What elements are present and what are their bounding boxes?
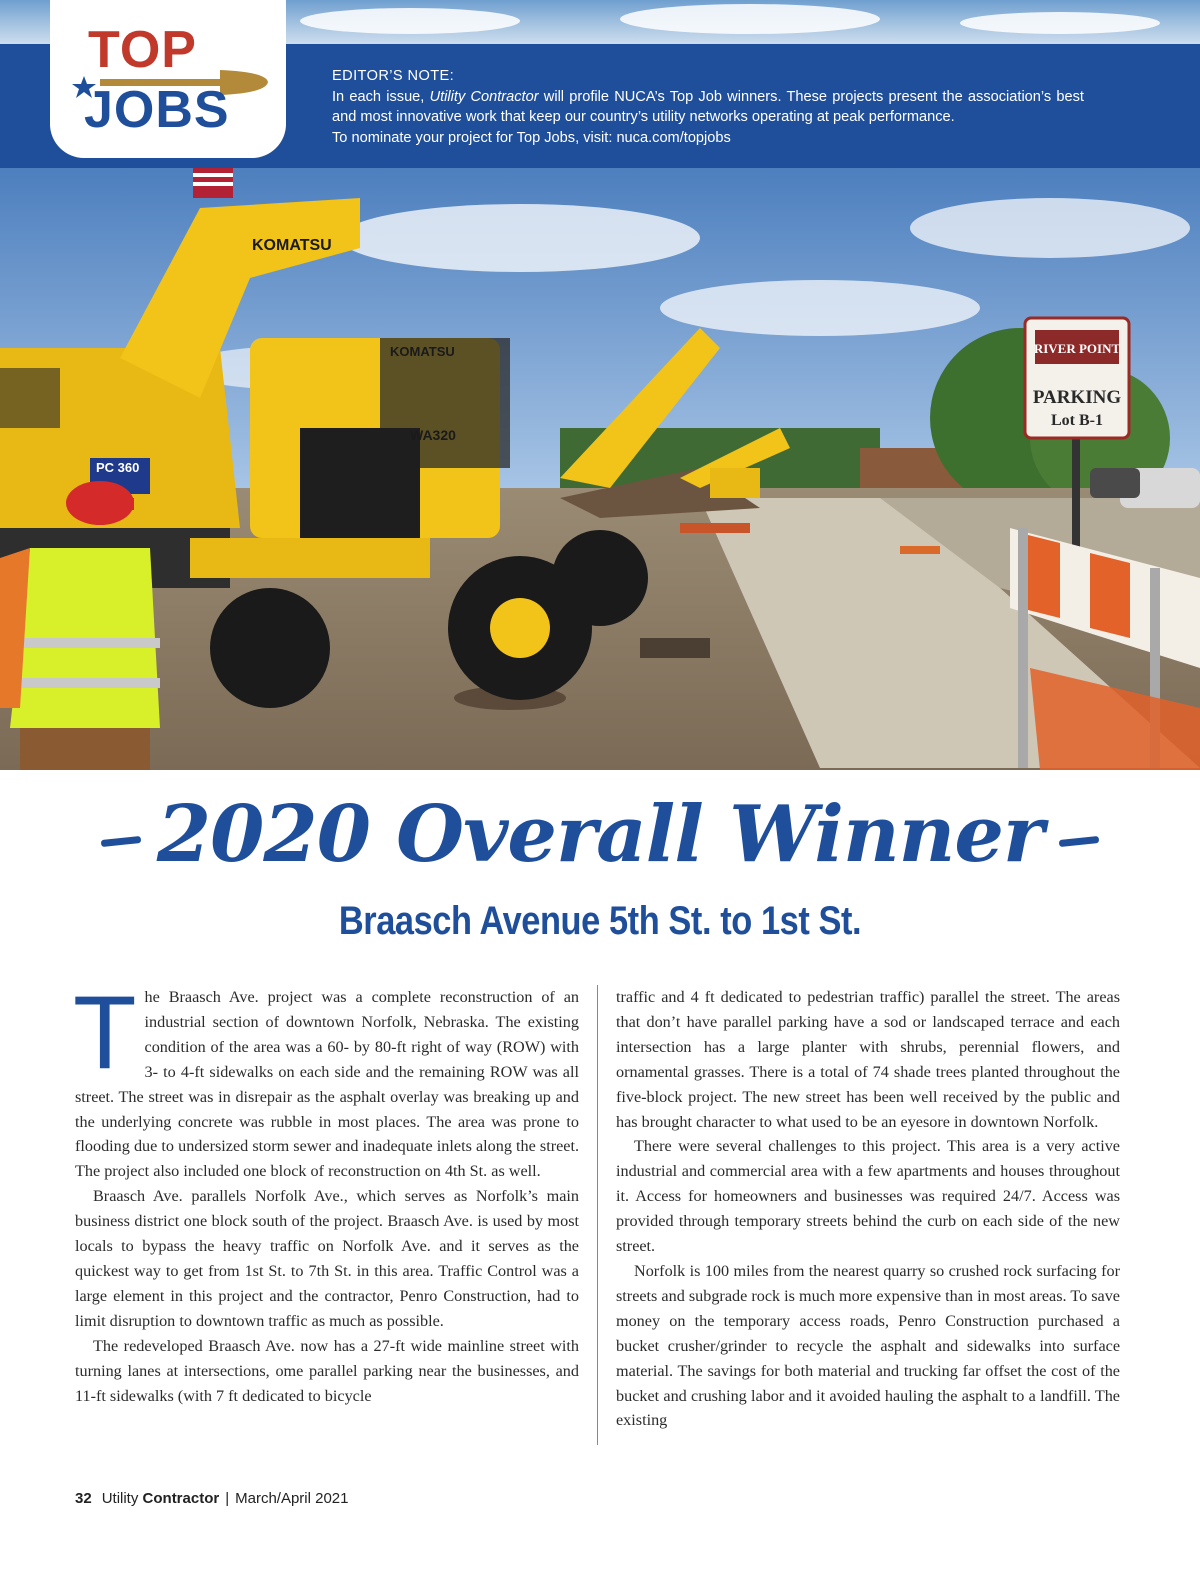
editor-note-magazine: Utility Contractor [429, 88, 539, 105]
article-paragraph [73, 975, 579, 1184]
article-paragraph: There were several challenges to this project. This area is a very active industrial and commercial area with a few apartments and houses throughout it. Access for homeowners and businesses was required 24/7. Access was provided through temporary streets behind the curb on each side of the new street. [616, 1137, 1120, 1256]
column-divider [597, 985, 598, 1445]
footer-issue: March/April 2021 [235, 1490, 349, 1507]
construction-site-photo [0, 168, 1200, 770]
sign-name: RIVER POINT [1033, 341, 1121, 356]
top-jobs-logo [50, 0, 286, 158]
loader-model: WA320 [410, 427, 456, 443]
footer-separator: | [225, 1490, 230, 1507]
footer-magazine-bold: Contractor [142, 1490, 220, 1507]
article-paragraph: The redeveloped Braasch Ave. now has a 27-ft wide mainline street with turning lanes at intersections, ome parallel parking near the businesses, and 11-ft sidewalks (with 7 ft dedicated to bicycle [75, 1336, 579, 1405]
headline-dash-right [1059, 835, 1100, 846]
article-paragraph: traffic and 4 ft dedicated to pedestrian traffic) parallel the street. The areas that don’t have parallel parking have a sod or landscaped terrace and each intersection has a large planter with shrubs, perennial flowers, and ornamental grasses. There is a total of 74 shade trees planted throughout the five-block project. The new street has been well received by the public and has brought character to what used to be an eyesore in downtown Norfolk. [616, 988, 1120, 1131]
headline: 2020 Overall Winner [156, 789, 1044, 880]
article-paragraph: Braasch Ave. parallels Norfolk Ave., which serves as Norfolk’s main business district one block south of the project. Braasch Ave. is used by most locals to bypass the heavy traffic on Norfolk Ave. and it serves as the quickest way to get from 1st St. to 7th St. in this area. Traffic Control was a large element in this project and the contractor, Penro Construction, had to limit disruption to downtown traffic as much as possible. [75, 1187, 579, 1330]
logo-jobs-word: JOBS [84, 81, 230, 139]
article-column-right [616, 985, 1120, 1465]
loader-brand: KOMATSU [390, 344, 455, 359]
page-footer [75, 1490, 349, 1507]
footer-magazine-light: Utility [101, 1490, 139, 1507]
drop-cap: T [73, 975, 137, 1091]
paragraph-text: he Braasch Ave. project was a complete reconstruction of an industrial section of downtown Norfolk, Nebraska. The existing condition of the area was a 60- by 80-ft right of way (ROW) with 3- to 4-ft sidewalks on each side and the remaining ROW was all street. The street was in disrepair as the asphalt overlay was breaking up and the underlying concrete was rubble in most places. The area was prone to flooding due to undersized storm sewer and inadequate inlets along the street. The project also included one block of reconstruction on 4th St. as well. [75, 988, 579, 1181]
excavator-model: PC 360 [96, 460, 140, 475]
subheadline: Braasch Avenue 5th St. to 1st St. [338, 899, 862, 943]
sign-lot: Lot B-1 [1051, 412, 1103, 429]
editor-note-text-a: In each issue, [332, 88, 430, 105]
article-column-left [73, 975, 579, 1465]
excavator-brand: KOMATSU [252, 237, 332, 254]
article-paragraph: Norfolk is 100 miles from the nearest quarry so crushed rock surfacing for streets and subgrade rock is much more expensive than in most areas. To save money on the temporary access roads, Penro Construction purchased a bucket crusher/grinder to recycle the asphalt and sidewalks into surface material. The savings for both material and trucking far offset the cost of the bucket and crushing labor and it avoided hauling the asphalt to a landfill. The existing [616, 1261, 1120, 1430]
editor-note-text-b: will profile NUCA’s Top Job winners. These projects present the association’s best and most innovative work that keep our country’s utility networks operating at peak performance. [332, 88, 1084, 125]
editor-note-body [332, 87, 1084, 128]
sign-parking: PARKING [1032, 387, 1122, 408]
page-number: 32 [75, 1490, 92, 1507]
headline-dash-left [101, 835, 142, 846]
logo-top-word: TOP [88, 21, 197, 79]
editor-note-heading: EDITOR’S NOTE: [332, 68, 455, 84]
headline-block [0, 780, 1200, 890]
editor-note-nominate: To nominate your project for Top Jobs, visit: nuca.com/topjobs [332, 129, 731, 146]
editor-note [332, 66, 1084, 148]
